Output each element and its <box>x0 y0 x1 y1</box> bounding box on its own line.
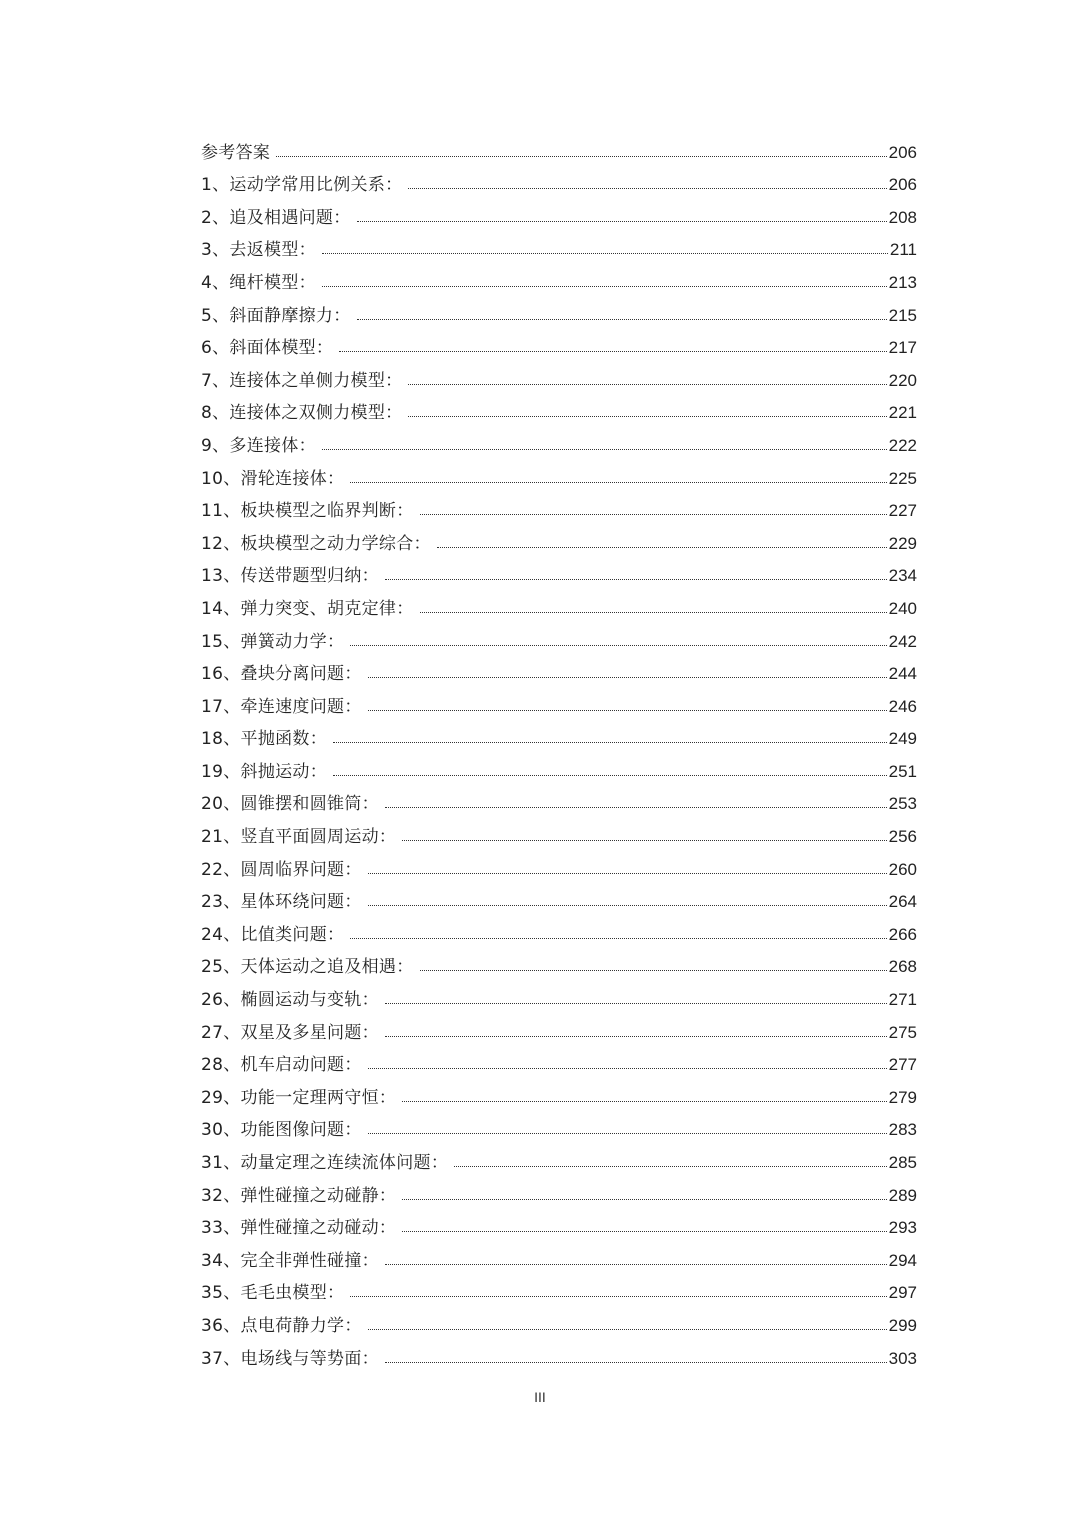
toc-entry[interactable] <box>201 1238 917 1271</box>
toc-entry[interactable] <box>201 749 917 782</box>
toc-entry[interactable] <box>201 1173 917 1206</box>
toc-entry-title: 18、平抛函数： <box>201 729 328 750</box>
toc-entry[interactable] <box>201 1271 917 1304</box>
toc-entry-title: 28、机车启动问题： <box>201 1055 362 1076</box>
toc-entry-title: 26、椭圆运动与变轨： <box>201 990 379 1011</box>
toc-entry[interactable] <box>201 652 917 685</box>
toc-dot-leader <box>350 481 886 483</box>
toc-entry[interactable] <box>201 782 917 815</box>
toc-entry-title: 32、弹性碰撞之动碰静： <box>201 1185 397 1206</box>
toc-entry-page: 277 <box>888 1055 917 1075</box>
page-number: III <box>534 1389 546 1405</box>
toc-entry-page: 271 <box>888 990 917 1010</box>
toc-entry-page: 242 <box>888 631 917 651</box>
toc-entry[interactable] <box>201 814 917 847</box>
toc-entry[interactable] <box>201 358 917 391</box>
toc-entry-page: 260 <box>888 859 917 879</box>
toc-entry-page: 297 <box>888 1283 917 1303</box>
toc-entry-page: 303 <box>888 1348 917 1368</box>
toc-entry-title: 29、功能一定理两守恒： <box>201 1087 397 1108</box>
toc-dot-leader <box>402 1100 886 1102</box>
toc-entry[interactable] <box>201 228 917 261</box>
toc-entry[interactable] <box>201 1108 917 1141</box>
toc-entry-page: 275 <box>888 1022 917 1042</box>
toc-entry-page: 249 <box>888 729 917 749</box>
toc-dot-leader <box>408 187 886 189</box>
toc-entry-title: 13、传送带题型归纳： <box>201 566 379 587</box>
toc-dot-leader <box>402 1230 886 1232</box>
toc-dot-leader <box>454 1165 886 1167</box>
toc-dot-leader <box>339 350 886 352</box>
toc-entry[interactable] <box>201 1043 917 1076</box>
toc-entry-page: 293 <box>888 1218 917 1238</box>
toc-entry-title: 27、双星及多星问题： <box>201 1022 379 1043</box>
toc-entry[interactable] <box>201 489 917 522</box>
toc-entry-page: 256 <box>888 827 917 847</box>
toc-entry-page: 217 <box>888 338 917 358</box>
toc-entry-title: 23、星体环绕问题： <box>201 892 362 913</box>
toc-dot-leader <box>350 937 886 939</box>
toc-dot-leader <box>368 872 887 874</box>
toc-entry-title: 8、连接体之双侧力模型： <box>201 403 403 424</box>
toc-entry-title: 30、功能图像问题： <box>201 1120 362 1141</box>
toc-entry-title: 7、连接体之单侧力模型： <box>201 370 403 391</box>
toc-entry-page: 264 <box>888 892 917 912</box>
toc-entry[interactable] <box>201 1010 917 1043</box>
toc-entry-page: 227 <box>888 501 917 521</box>
toc-dot-leader <box>322 448 887 450</box>
toc-entry[interactable] <box>201 554 917 587</box>
toc-entry[interactable] <box>201 1206 917 1239</box>
toc-entry-page: 225 <box>888 468 917 488</box>
toc-dot-leader <box>368 1328 887 1330</box>
toc-entry-title: 12、板块模型之动力学综合： <box>201 533 431 554</box>
toc-dot-leader <box>385 1002 887 1004</box>
toc-entry-title: 5、斜面静摩擦力： <box>201 305 351 326</box>
toc-entry-page: 294 <box>888 1250 917 1270</box>
toc-entry[interactable] <box>201 293 917 326</box>
toc-entry[interactable] <box>201 912 917 945</box>
toc-entry-page: 211 <box>889 240 917 260</box>
toc-entry-page: 244 <box>888 664 917 684</box>
toc-dot-leader <box>357 318 887 320</box>
toc-entry-title: 37、电场线与等势面： <box>201 1348 379 1369</box>
toc-entry[interactable] <box>201 260 917 293</box>
toc-entry-page: 222 <box>888 435 917 455</box>
toc-entry-title: 11、板块模型之临界判断： <box>201 501 414 522</box>
toc-entry[interactable] <box>201 1075 917 1108</box>
toc-dot-leader <box>385 578 887 580</box>
toc-dot-leader <box>350 644 886 646</box>
toc-entry[interactable] <box>201 1140 917 1173</box>
toc-entry[interactable] <box>201 945 917 978</box>
toc-dot-leader <box>368 709 887 711</box>
toc-entry[interactable] <box>201 684 917 717</box>
toc-entry-page: 240 <box>888 598 917 618</box>
toc-entry-title: 25、天体运动之追及相遇： <box>201 957 414 978</box>
toc-entry-title: 22、圆周临界问题： <box>201 859 362 880</box>
toc-entry-title: 参考答案 <box>201 142 271 163</box>
toc-dot-leader <box>368 1132 887 1134</box>
toc-dot-leader <box>420 969 887 971</box>
toc-dot-leader <box>408 415 886 417</box>
toc-entry-page: 268 <box>888 957 917 977</box>
toc-entry-title: 14、弹力突变、胡克定律： <box>201 598 414 619</box>
toc-dot-leader <box>357 220 887 222</box>
toc-entry-page: 279 <box>888 1087 917 1107</box>
toc-entry-page: 206 <box>888 142 917 162</box>
toc-entry-page: 234 <box>888 566 917 586</box>
toc-entry-title: 17、牵连速度问题： <box>201 696 362 717</box>
toc-entry-page: 221 <box>888 403 917 423</box>
toc-entry[interactable] <box>201 847 917 880</box>
toc-entry-page: 251 <box>888 761 917 781</box>
toc-entry-page: 246 <box>888 696 917 716</box>
toc-entry-title: 35、毛毛虫模型： <box>201 1283 345 1304</box>
toc-entry-page: 283 <box>888 1120 917 1140</box>
toc-entry-page: 208 <box>888 207 917 227</box>
toc-entry[interactable] <box>201 1336 917 1369</box>
toc-entry[interactable] <box>201 717 917 750</box>
toc-entry-title: 19、斜抛运动： <box>201 761 328 782</box>
toc-entry-title: 6、斜面体模型： <box>201 338 334 359</box>
toc-dot-leader <box>437 546 887 548</box>
toc-dot-leader <box>368 904 887 906</box>
toc-dot-leader <box>350 1295 886 1297</box>
toc-entry-page: 213 <box>888 272 917 292</box>
toc-dot-leader <box>385 1263 887 1265</box>
toc-entry[interactable] <box>201 326 917 359</box>
toc-entry[interactable] <box>201 619 917 652</box>
toc-entry-title: 3、去返模型： <box>201 240 316 261</box>
toc-dot-leader <box>402 1198 886 1200</box>
toc-entry-title: 10、滑轮连接体： <box>201 468 345 489</box>
toc-dot-leader <box>408 383 886 385</box>
toc-entry-title: 15、弹簧动力学： <box>201 631 345 652</box>
toc-dot-leader <box>322 285 887 287</box>
toc-entry[interactable] <box>201 195 917 228</box>
toc-entry[interactable] <box>201 586 917 619</box>
toc-entry-title: 21、竖直平面圆周运动： <box>201 827 397 848</box>
toc-entry[interactable] <box>201 130 917 163</box>
toc-dot-leader <box>385 806 887 808</box>
toc-entry[interactable] <box>201 1303 917 1336</box>
toc-entry-title: 4、绳杆模型： <box>201 272 316 293</box>
toc-entry-page: 215 <box>888 305 917 325</box>
table-of-contents <box>201 130 917 1369</box>
toc-dot-leader <box>385 1361 887 1363</box>
toc-entry[interactable] <box>201 391 917 424</box>
toc-entry-page: 229 <box>888 533 917 553</box>
toc-dot-leader <box>368 676 887 678</box>
toc-dot-leader <box>333 774 887 776</box>
toc-entry-page: 266 <box>888 924 917 944</box>
toc-dot-leader <box>385 1035 887 1037</box>
toc-entry-title: 34、完全非弹性碰撞： <box>201 1250 379 1271</box>
toc-entry-page: 289 <box>888 1185 917 1205</box>
toc-dot-leader <box>420 513 887 515</box>
toc-entry-title: 1、运动学常用比例关系： <box>201 175 403 196</box>
toc-entry-title: 31、动量定理之连续流体问题： <box>201 1153 449 1173</box>
toc-entry-title: 20、圆锥摆和圆锥筒： <box>201 794 379 815</box>
toc-entry[interactable] <box>201 521 917 554</box>
toc-dot-leader <box>276 155 886 157</box>
toc-entry[interactable] <box>201 456 917 489</box>
toc-entry[interactable] <box>201 163 917 196</box>
toc-dot-leader <box>322 252 888 254</box>
toc-entry-title: 24、比值类问题： <box>201 924 345 945</box>
toc-entry-page: 220 <box>888 370 917 390</box>
toc-entry[interactable] <box>201 977 917 1010</box>
toc-entry-page: 299 <box>888 1315 917 1335</box>
toc-entry-page: 285 <box>888 1153 917 1172</box>
toc-entry-page: 206 <box>888 175 917 195</box>
toc-dot-leader <box>402 839 886 841</box>
toc-entry-title: 2、追及相遇问题： <box>201 207 351 228</box>
toc-entry-title: 16、叠块分离问题： <box>201 664 362 685</box>
toc-entry-title: 9、多连接体： <box>201 435 316 456</box>
toc-dot-leader <box>368 1067 887 1069</box>
toc-entry-title: 36、点电荷静力学： <box>201 1315 362 1336</box>
toc-entry[interactable] <box>201 423 917 456</box>
toc-dot-leader <box>333 741 887 743</box>
toc-entry-title: 33、弹性碰撞之动碰动： <box>201 1218 397 1239</box>
toc-dot-leader <box>420 611 887 613</box>
toc-entry[interactable] <box>201 880 917 913</box>
toc-entry-page: 253 <box>888 794 917 814</box>
